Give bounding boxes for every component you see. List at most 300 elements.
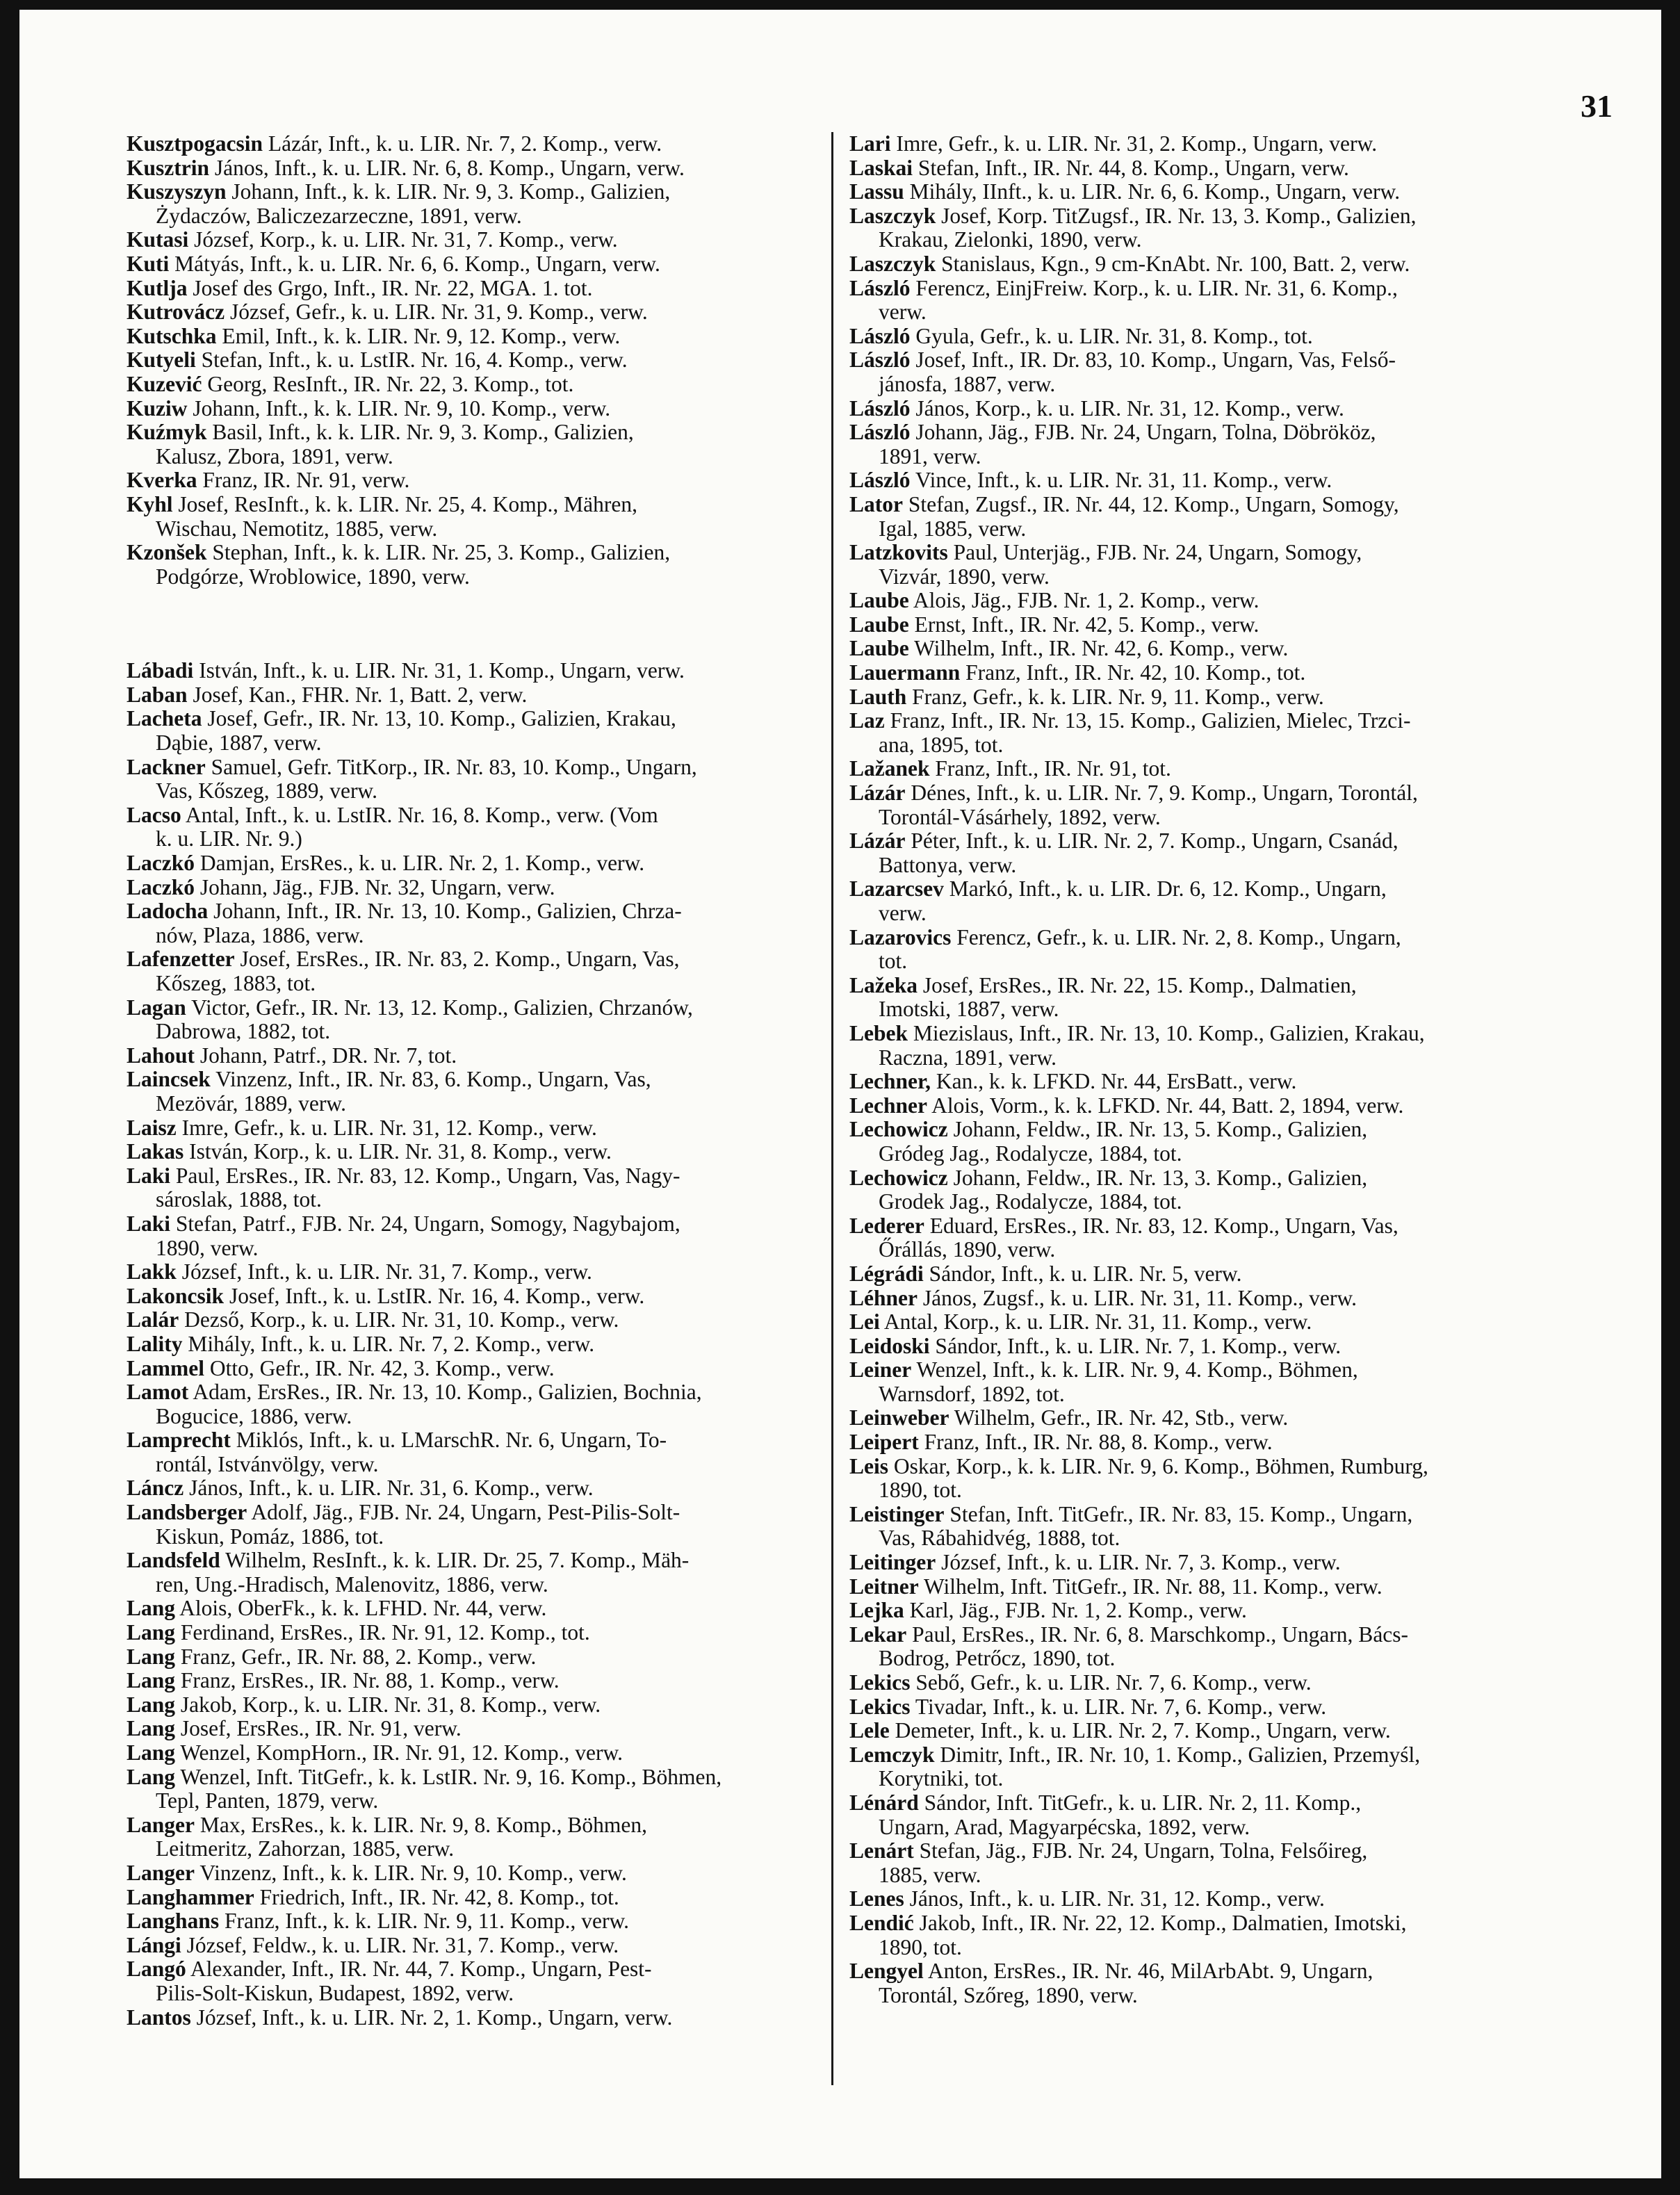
- list-item: [127, 1476, 849, 1501]
- entry-surname: Lacso: [127, 803, 181, 827]
- entry-surname: Lažeka: [849, 973, 918, 997]
- entry-surname: Langó: [127, 1957, 186, 1982]
- list-item: [849, 1599, 1586, 1623]
- entry-surname: Langer: [127, 1813, 195, 1837]
- entry-surname: Lackner: [127, 755, 206, 779]
- entry-surname: Kverka: [127, 468, 197, 493]
- entry-text: Jakob, Inft., IR. Nr. 22, 12. Komp., Dalmatien, Imotski,: [919, 1911, 1407, 1935]
- entry-surname: Langer: [127, 1861, 195, 1885]
- entry-text: Demeter, Inft., k. u. LIR. Nr. 2, 7. Komp., Ungarn, verw.: [895, 1719, 1391, 1743]
- left-column: [127, 132, 849, 2030]
- entry-text: Kan., k. k. LFKD. Nr. 44, ErsBatt., verw.: [936, 1070, 1297, 1094]
- list-item: [849, 277, 1586, 325]
- entry-surname: Lang: [127, 1597, 176, 1621]
- list-item: [849, 1623, 1586, 1671]
- entry-surname: Kutschka: [127, 324, 217, 348]
- entry-surname: Leitner: [849, 1574, 919, 1599]
- entry-text: Stefan, Jäg., FJB. Nr. 24, Ungarn, Tolna, Felsőireg,: [919, 1839, 1368, 1863]
- entry-surname: Lejka: [849, 1599, 904, 1623]
- entry-surname: Laczkó: [127, 875, 195, 899]
- list-item: [849, 1839, 1586, 1887]
- entry-text: János, Inft., k. u. LIR. Nr. 31, 12. Komp., verw.: [909, 1887, 1325, 1911]
- entry-text: Pilis-Solt-Kiskun, Budapest, 1892, verw.: [156, 1980, 514, 2005]
- entry-text: 1885, verw.: [879, 1862, 981, 1887]
- entry-text: Max, ErsRes., k. k. LIR. Nr. 9, 8. Komp., Böhmen,: [199, 1813, 647, 1837]
- entry-text: k. u. LIR. Nr. 9.): [156, 826, 302, 851]
- entry-text: Otto, Gefr., IR. Nr. 42, 3. Komp., verw.: [209, 1356, 555, 1380]
- entry-text: Vinzenz, Inft., k. k. LIR. Nr. 9, 10. Komp., verw.: [199, 1861, 627, 1885]
- entry-surname: Leidoski: [849, 1334, 930, 1358]
- entry-text: Őrállás, 1890, verw.: [879, 1237, 1056, 1262]
- list-item: [849, 493, 1586, 541]
- entry-surname: Laki: [127, 1164, 171, 1188]
- entry-text: sároslak, 1888, tot.: [156, 1187, 322, 1212]
- entry-surname: Lahout: [127, 1043, 195, 1068]
- entry-text: Mátyás, Inft., k. u. LIR. Nr. 6, 6. Komp., Ungarn, verw.: [174, 252, 660, 276]
- list-item: [849, 1911, 1586, 1959]
- entry-text: Podgórze, Wroblowice, 1890, verw.: [156, 564, 470, 589]
- list-item: [127, 1380, 849, 1428]
- entry-surname: Lechowicz: [849, 1118, 948, 1142]
- entry-text: Grodek Jag., Rodalycze, 1884, tot.: [879, 1189, 1182, 1214]
- entry-surname: Kzonšek: [127, 541, 207, 565]
- entry-surname: Lamprecht: [127, 1428, 231, 1453]
- entry-surname: Kuti: [127, 252, 170, 276]
- entry-text: Żydaczów, Baliczezarzeczne, 1891, verw.: [156, 203, 522, 228]
- entry-surname: Lábadi: [127, 659, 194, 683]
- entry-text: Raczna, 1891, verw.: [879, 1045, 1057, 1070]
- entry-text: Stefan, Patrf., FJB. Nr. 24, Ungarn, Somogy, Nagybajom,: [175, 1211, 680, 1236]
- entry-surname: László: [849, 396, 911, 421]
- entry-text: Antal, Inft., k. u. LstIR. Nr. 16, 8. Komp., verw. (Vom: [185, 803, 658, 827]
- list-item: [127, 1693, 849, 1717]
- list-item: [849, 829, 1586, 877]
- list-item: [849, 1503, 1586, 1551]
- entry-text: Josef, Kan., FHR. Nr. 1, Batt. 2, verw.: [193, 683, 528, 707]
- entry-surname: Lele: [849, 1719, 890, 1743]
- entry-surname: Léhner: [849, 1286, 918, 1310]
- entry-text: Josef, Gefr., IR. Nr. 13, 10. Komp., Galizien, Krakau,: [207, 707, 676, 731]
- entry-text: József, Inft., k. u. LIR. Nr. 31, 7. Komp., verw.: [181, 1260, 592, 1284]
- entry-surname: Landsberger: [127, 1501, 247, 1525]
- list-item: [849, 252, 1586, 277]
- list-item: [127, 1212, 849, 1260]
- entry-surname: Lendić: [849, 1911, 914, 1935]
- entry-text: Dénes, Inft., k. u. LIR. Nr. 7, 9. Komp., Ungarn, Torontál,: [911, 781, 1418, 806]
- list-item: [849, 1791, 1586, 1839]
- list-item: [127, 2006, 849, 2030]
- entry-text: Vas, Rábahidvég, 1888, tot.: [879, 1526, 1120, 1551]
- entry-surname: Laube: [849, 637, 909, 661]
- list-item: [127, 1068, 849, 1116]
- list-item: [849, 1214, 1586, 1262]
- entry-text: Sándor, Inft., k. u. LIR. Nr. 7, 1. Komp., verw.: [935, 1334, 1341, 1358]
- list-item: [127, 1597, 849, 1621]
- list-item: [127, 397, 849, 421]
- entry-surname: László: [849, 348, 911, 373]
- list-item: [127, 1308, 849, 1332]
- list-item: [849, 1310, 1586, 1335]
- list-item: [127, 1428, 849, 1476]
- entry-text: Korytniki, tot.: [879, 1766, 1004, 1791]
- list-item: [127, 1501, 849, 1549]
- entry-text: Gyula, Gefr., k. u. LIR. Nr. 31, 8. Komp., tot.: [915, 324, 1313, 348]
- entry-surname: Lei: [849, 1310, 880, 1335]
- entry-surname: Lassu: [849, 180, 904, 204]
- entry-surname: Lenárt: [849, 1839, 914, 1863]
- list-item: [849, 132, 1586, 156]
- entry-text: Eduard, ErsRes., IR. Nr. 83, 12. Komp., Ungarn, Vas,: [929, 1214, 1398, 1238]
- entry-surname: Lazarovics: [849, 925, 952, 949]
- entry-surname: Lalár: [127, 1308, 179, 1332]
- entry-surname: Kutrovácz: [127, 300, 225, 325]
- list-item: [127, 1332, 849, 1357]
- list-item: [849, 974, 1586, 1022]
- entry-text: Ferencz, EinjFreiw. Korp., k. u. LIR. Nr. 31, 6. Komp.,: [915, 276, 1398, 300]
- list-item: [849, 781, 1586, 829]
- entry-text: Alois, OberFk., k. k. LFHD. Nr. 44, verw.: [179, 1597, 547, 1621]
- list-item: [849, 637, 1586, 661]
- entry-surname: Lakk: [127, 1260, 177, 1284]
- list-item: [127, 493, 849, 541]
- list-item: [849, 1287, 1586, 1311]
- list-item: [849, 1959, 1586, 2007]
- entry-surname: Laisz: [127, 1116, 177, 1140]
- list-item: [849, 1719, 1586, 1743]
- entry-text: Dezső, Korp., k. u. LIR. Nr. 31, 10. Komp., verw.: [184, 1308, 619, 1332]
- entry-text: Paul, ErsRes., IR. Nr. 6, 8. Marschkomp., Ungarn, Bács-: [912, 1622, 1409, 1647]
- entry-text: Damjan, ErsRes., k. u. LIR. Nr. 2, 1. Komp., verw.: [199, 851, 645, 876]
- entry-text: Sándor, Inft., k. u. LIR. Nr. 5, verw.: [929, 1262, 1242, 1286]
- entry-surname: Laszczyk: [849, 204, 936, 228]
- entry-text: Jakob, Korp., k. u. LIR. Nr. 31, 8. Komp., verw.: [180, 1692, 601, 1717]
- list-item: [849, 877, 1586, 925]
- entry-surname: Lechner: [849, 1093, 927, 1118]
- entry-text: Johann, Inft., IR. Nr. 13, 10. Komp., Galizien, Chrza-: [213, 899, 682, 924]
- entry-surname: Laz: [849, 709, 885, 733]
- list-item: [127, 1357, 849, 1381]
- column-divider: [831, 132, 833, 2085]
- entry-text: Franz, Inft., IR. Nr. 91, tot.: [935, 757, 1171, 781]
- list-item: [849, 1022, 1586, 1070]
- entry-surname: László: [849, 421, 911, 445]
- entry-text: Miklós, Inft., k. u. LMarschR. Nr. 6, Ungarn, To-: [236, 1428, 667, 1453]
- entry-text: Johann, Feldw., IR. Nr. 13, 3. Komp., Galizien,: [953, 1166, 1368, 1190]
- entry-surname: Kuszyszyn: [127, 180, 227, 204]
- entry-text: Franz, Inft., IR. Nr. 13, 15. Komp., Galizien, Mielec, Trzci-: [890, 709, 1411, 733]
- entry-text: Stefan, Inft., k. u. LstIR. Nr. 16, 4. Komp., verw.: [201, 348, 628, 373]
- list-item: [127, 252, 849, 277]
- entry-text: Franz, Gefr., IR. Nr. 88, 2. Komp., verw.: [180, 1645, 537, 1669]
- entry-text: Franz, Inft., IR. Nr. 88, 8. Komp., verw.: [924, 1430, 1273, 1455]
- entry-text: Wischau, Nemotitz, 1885, verw.: [156, 516, 438, 541]
- entry-text: Lázár, Inft., k. u. LIR. Nr. 7, 2. Komp., verw.: [268, 132, 662, 156]
- entry-surname: Lang: [127, 1692, 176, 1717]
- entry-text: József, Inft., k. u. LIR. Nr. 2, 1. Komp., Ungarn, verw.: [196, 2005, 673, 2030]
- list-item: [127, 277, 849, 301]
- list-item: [849, 348, 1586, 396]
- list-item: [127, 1861, 849, 1886]
- entry-surname: Lechowicz: [849, 1166, 948, 1190]
- entry-surname: Lekar: [849, 1622, 907, 1647]
- entry-surname: Lantos: [127, 2005, 191, 2030]
- entry-text: Wilhelm, Gefr., IR. Nr. 42, Stb., verw.: [954, 1406, 1289, 1430]
- entry-surname: Leistinger: [849, 1502, 945, 1526]
- entry-text: Bodrog, Petrőcz, 1890, tot.: [879, 1646, 1116, 1671]
- list-item: [849, 397, 1586, 421]
- entry-text: Josef, Korp. TitZugsf., IR. Nr. 13, 3. Komp., Galizien,: [941, 204, 1417, 228]
- entry-text: ana, 1895, tot.: [879, 732, 1004, 757]
- entry-surname: Laskai: [849, 156, 913, 180]
- entry-surname: Lari: [849, 132, 891, 156]
- entry-text: Mihály, IInft., k. u. LIR. Nr. 6, 6. Komp., Ungarn, verw.: [909, 180, 1401, 204]
- entry-text: Tepl, Panten, 1879, verw.: [156, 1788, 379, 1813]
- list-item: [849, 661, 1586, 685]
- entry-text: Imre, Gefr., k. u. LIR. Nr. 31, 12. Komp., verw.: [181, 1116, 597, 1140]
- entry-text: Wenzel, Inft., k. k. LIR. Nr. 9, 4. Komp., Böhmen,: [916, 1358, 1358, 1382]
- list-item: [849, 180, 1586, 204]
- entry-surname: László: [849, 468, 911, 493]
- entry-text: Franz, Inft., IR. Nr. 42, 10. Komp., tot.: [965, 661, 1306, 685]
- entry-surname: Lafenzetter: [127, 947, 235, 972]
- entry-text: Karl, Jäg., FJB. Nr. 1, 2. Komp., verw.: [909, 1599, 1247, 1623]
- entry-text: Alois, Jäg., FJB. Nr. 1, 2. Komp., verw.: [913, 589, 1259, 613]
- entry-surname: Kuziw: [127, 396, 188, 421]
- entry-text: verw.: [879, 300, 927, 325]
- entry-text: Franz, ErsRes., IR. Nr. 88, 1. Komp., verw.: [180, 1669, 560, 1693]
- entry-text: Ferdinand, ErsRes., IR. Nr. 91, 12. Komp., tot.: [180, 1621, 590, 1645]
- list-item: [849, 709, 1586, 757]
- entry-text: 1891, verw.: [879, 443, 981, 468]
- entry-text: Georg, ResInft., IR. Nr. 22, 3. Komp., tot.: [207, 372, 574, 396]
- entry-text: Battonya, verw.: [879, 852, 1017, 877]
- list-item: [127, 348, 849, 373]
- list-item: [849, 1262, 1586, 1287]
- entry-surname: Laki: [127, 1211, 171, 1236]
- entry-text: Dabrowa, 1882, tot.: [156, 1019, 331, 1044]
- list-item: [849, 1575, 1586, 1599]
- list-item: [127, 421, 849, 468]
- entry-surname: Laincsek: [127, 1068, 211, 1092]
- entry-text: Josef, ErsRes., IR. Nr. 83, 2. Komp., Ungarn, Vas,: [240, 947, 680, 972]
- entry-text: Antal, Korp., k. u. LIR. Nr. 31, 11. Komp., verw.: [883, 1310, 1312, 1335]
- entry-surname: Lang: [127, 1741, 176, 1765]
- entry-text: Sebő, Gefr., k. u. LIR. Nr. 7, 6. Komp., verw.: [915, 1671, 1312, 1695]
- list-item: [127, 373, 849, 397]
- entry-text: Wilhelm, ResInft., k. k. LIR. Dr. 25, 7. Komp., Mäh-: [225, 1549, 690, 1573]
- entry-text: Basil, Inft., k. k. LIR. Nr. 9, 3. Komp., Galizien,: [212, 421, 634, 445]
- entry-surname: Lang: [127, 1645, 176, 1669]
- list-item: [127, 803, 849, 851]
- list-item: [849, 1695, 1586, 1720]
- entry-surname: Kutasi: [127, 228, 189, 252]
- entry-text: Adam, ErsRes., IR. Nr. 13, 10. Komp., Galizien, Bochnia,: [193, 1380, 702, 1405]
- entry-surname: Laczkó: [127, 851, 195, 876]
- entry-text: Sándor, Inft. TitGefr., k. u. LIR. Nr. 2, 11. Komp.,: [924, 1790, 1362, 1815]
- entry-surname: Kutlja: [127, 276, 188, 300]
- entry-text: Wilhelm, Inft., IR. Nr. 42, 6. Komp., verw.: [914, 637, 1289, 661]
- entry-text: Johann, Patrf., DR. Nr. 7, tot.: [199, 1043, 457, 1068]
- entry-text: Franz, Gefr., k. k. LIR. Nr. 9, 11. Komp., verw.: [912, 685, 1324, 709]
- entry-text: Dąbie, 1887, verw.: [156, 731, 322, 756]
- list-item: [127, 228, 849, 252]
- list-item: [849, 421, 1586, 468]
- entry-text: Emil, Inft., k. k. LIR. Nr. 9, 12. Komp., verw.: [222, 324, 621, 348]
- entry-text: tot.: [879, 949, 908, 974]
- right-column: [849, 132, 1586, 2007]
- list-item: [849, 613, 1586, 637]
- entry-text: rontál, Istvánvölgy, verw.: [156, 1451, 379, 1476]
- list-item: [127, 1140, 849, 1164]
- entry-surname: Lauermann: [849, 661, 961, 685]
- entry-text: Josef, Inft., k. u. LstIR. Nr. 16, 4. Komp., verw.: [229, 1284, 645, 1308]
- entry-surname: Leipert: [849, 1430, 919, 1455]
- entry-text: 1890, tot.: [879, 1934, 962, 1959]
- entry-surname: Lechner,: [849, 1070, 931, 1094]
- list-item: [127, 707, 849, 755]
- entry-surname: Lammel: [127, 1356, 204, 1380]
- entry-text: Stefan, Inft. TitGefr., IR. Nr. 83, 15. Komp., Ungarn,: [949, 1502, 1413, 1526]
- entry-surname: Lazarcsev: [849, 877, 944, 901]
- entry-text: Kiskun, Pomáz, 1886, tot.: [156, 1524, 384, 1549]
- list-item: [849, 325, 1586, 349]
- entry-surname: Lažanek: [849, 757, 930, 781]
- list-item: [127, 1934, 849, 1958]
- entry-text: Tivadar, Inft., k. u. LIR. Nr. 7, 6. Komp., verw.: [915, 1695, 1327, 1719]
- entry-text: Samuel, Gefr. TitKorp., IR. Nr. 83, 10. Komp., Ungarn,: [211, 755, 697, 779]
- list-item: [127, 756, 849, 803]
- entry-surname: Lacheta: [127, 707, 202, 731]
- list-item: [127, 1717, 849, 1741]
- list-item: [127, 1813, 849, 1861]
- list-item: [849, 926, 1586, 974]
- list-item: [849, 156, 1586, 181]
- entry-surname: Kyhl: [127, 492, 173, 516]
- entry-text: Ernst, Inft., IR. Nr. 42, 5. Komp., verw.: [914, 612, 1259, 637]
- entry-text: Ungarn, Arad, Magyarpécska, 1892, verw.: [879, 1814, 1250, 1839]
- entry-text: Igal, 1885, verw.: [879, 516, 1027, 541]
- entry-text: Vizvár, 1890, verw.: [879, 564, 1050, 589]
- entry-text: Leitmeritz, Zahorzan, 1885, verw.: [156, 1836, 455, 1861]
- entry-surname: Lauth: [849, 685, 907, 709]
- entry-text: Josef, Inft., IR. Dr. 83, 10. Komp., Ungarn, Vas, Felső-: [915, 348, 1396, 373]
- entry-text: János, Inft., k. u. LIR. Nr. 31, 6. Komp., verw.: [189, 1476, 594, 1501]
- list-item: [849, 1335, 1586, 1359]
- entry-surname: Lekics: [849, 1671, 911, 1695]
- entry-text: József, Korp., k. u. LIR. Nr. 31, 7. Komp., verw.: [194, 228, 618, 252]
- entry-text: János, Korp., k. u. LIR. Nr. 31, 12. Komp., verw.: [915, 396, 1344, 421]
- list-item: [127, 468, 849, 493]
- entry-surname: Laube: [849, 612, 909, 637]
- entry-surname: Lázár: [849, 829, 906, 854]
- entry-surname: Leinweber: [849, 1406, 949, 1430]
- entry-text: Vinzenz, Inft., IR. Nr. 83, 6. Komp., Ungarn, Vas,: [215, 1068, 651, 1092]
- entry-text: József, Inft., k. u. LIR. Nr. 7, 3. Komp., verw.: [941, 1551, 1341, 1575]
- entry-text: Mihály, Inft., k. u. LIR. Nr. 7, 2. Komp., verw.: [188, 1332, 595, 1356]
- entry-text: 1890, tot.: [879, 1478, 962, 1503]
- list-item: [127, 1957, 849, 2005]
- entry-text: Oskar, Korp., k. k. LIR. Nr. 9, 6. Komp., Böhmen, Rumburg,: [893, 1454, 1428, 1478]
- entry-text: jánosfa, 1887, verw.: [879, 371, 1056, 396]
- list-item: [127, 300, 849, 325]
- entry-surname: Lakoncsik: [127, 1284, 225, 1308]
- entry-surname: Lemczyk: [849, 1743, 935, 1767]
- entry-surname: Lang: [127, 1669, 176, 1693]
- entry-text: Johann, Inft., k. k. LIR. Nr. 9, 3. Komp., Galizien,: [231, 180, 671, 204]
- list-item: [127, 683, 849, 708]
- list-item: [849, 1551, 1586, 1575]
- entry-text: Bogucice, 1886, verw.: [156, 1403, 352, 1428]
- entry-surname: Latzkovits: [849, 541, 948, 565]
- list-item: [849, 468, 1586, 493]
- entry-text: Dimitr, Inft., IR. Nr. 10, 1. Komp., Galizien, Przemyśl,: [940, 1743, 1421, 1767]
- list-item: [127, 899, 849, 947]
- entry-surname: Lang: [127, 1621, 176, 1645]
- entry-text: Wenzel, KompHorn., IR. Nr. 91, 12. Komp., verw.: [180, 1741, 623, 1765]
- entry-text: Paul, ErsRes., IR. Nr. 83, 12. Komp., Ungarn, Vas, Nagy-: [175, 1164, 680, 1188]
- entry-text: Josef, ErsRes., IR. Nr. 91, verw.: [180, 1717, 462, 1741]
- entry-text: verw.: [879, 901, 927, 925]
- list-item: [127, 947, 849, 995]
- list-item: [849, 1118, 1586, 1166]
- list-item: [849, 1094, 1586, 1118]
- page-number: 31: [1581, 88, 1613, 124]
- entry-text: Gródeg Jag., Rodalycze, 1884, tot.: [879, 1141, 1182, 1166]
- entry-text: Imotski, 1887, verw.: [879, 997, 1059, 1022]
- list-item: [849, 685, 1586, 710]
- list-item: [127, 1284, 849, 1309]
- entry-surname: Lagan: [127, 995, 186, 1020]
- entry-surname: Kusztrin: [127, 156, 210, 180]
- entry-text: Josef des Grgo, Inft., IR. Nr. 22, MGA. 1. tot.: [193, 276, 593, 300]
- entry-text: István, Korp., k. u. LIR. Nr. 31, 8. Komp., verw.: [189, 1140, 612, 1164]
- entry-text: Stephan, Inft., k. k. LIR. Nr. 25, 3. Komp., Galizien,: [212, 541, 671, 565]
- entry-text: Alexander, Inft., IR. Nr. 44, 7. Komp., Ungarn, Pest-: [190, 1957, 652, 1982]
- entry-surname: Láncz: [127, 1476, 184, 1501]
- list-item: [127, 132, 849, 156]
- entry-surname: Lekics: [849, 1695, 911, 1719]
- entry-surname: Kusztpogacsin: [127, 132, 263, 156]
- list-item: [127, 1645, 849, 1670]
- entry-surname: Lángi: [127, 1933, 181, 1957]
- list-item: [127, 1164, 849, 1212]
- list-item: [849, 1406, 1586, 1430]
- entry-text: Josef, ErsRes., IR. Nr. 22, 15. Komp., Dalmatien,: [922, 973, 1357, 997]
- entry-text: Wenzel, Inft. TitGefr., k. k. LstIR. Nr. 9, 16. Komp., Böhmen,: [180, 1765, 722, 1789]
- list-item: [849, 1358, 1586, 1406]
- entry-surname: Laban: [127, 683, 188, 707]
- entry-surname: Lator: [849, 492, 903, 516]
- entry-text: Péter, Inft., k. u. LIR. Nr. 2, 7. Komp., Ungarn, Csanád,: [911, 829, 1398, 854]
- entry-surname: Laszczyk: [849, 252, 936, 276]
- entry-text: Stefan, Inft., IR. Nr. 44, 8. Komp., Ungarn, verw.: [918, 156, 1349, 180]
- list-item: [127, 1044, 849, 1068]
- list-item: [849, 1166, 1586, 1214]
- entry-surname: Lang: [127, 1717, 176, 1741]
- entry-text: Mezövár, 1889, verw.: [156, 1091, 346, 1116]
- entry-text: 1890, verw.: [156, 1235, 259, 1260]
- list-item: [127, 1886, 849, 1910]
- entry-text: János, Zugsf., k. u. LIR. Nr. 31, 11. Komp., verw.: [922, 1286, 1357, 1310]
- entry-text: Ferencz, Gefr., k. u. LIR. Nr. 2, 8. Komp., Ungarn,: [956, 925, 1401, 949]
- entry-surname: Lénárd: [849, 1790, 919, 1815]
- list-item: [127, 325, 849, 349]
- entry-text: Warnsdorf, 1892, tot.: [879, 1381, 1065, 1406]
- entry-text: Markó, Inft., k. u. LIR. Dr. 6, 12. Komp., Ungarn,: [949, 877, 1387, 901]
- entry-text: Friedrich, Inft., IR. Nr. 42, 8. Komp., tot.: [259, 1885, 619, 1909]
- list-item: [127, 876, 849, 900]
- list-item: [849, 757, 1586, 781]
